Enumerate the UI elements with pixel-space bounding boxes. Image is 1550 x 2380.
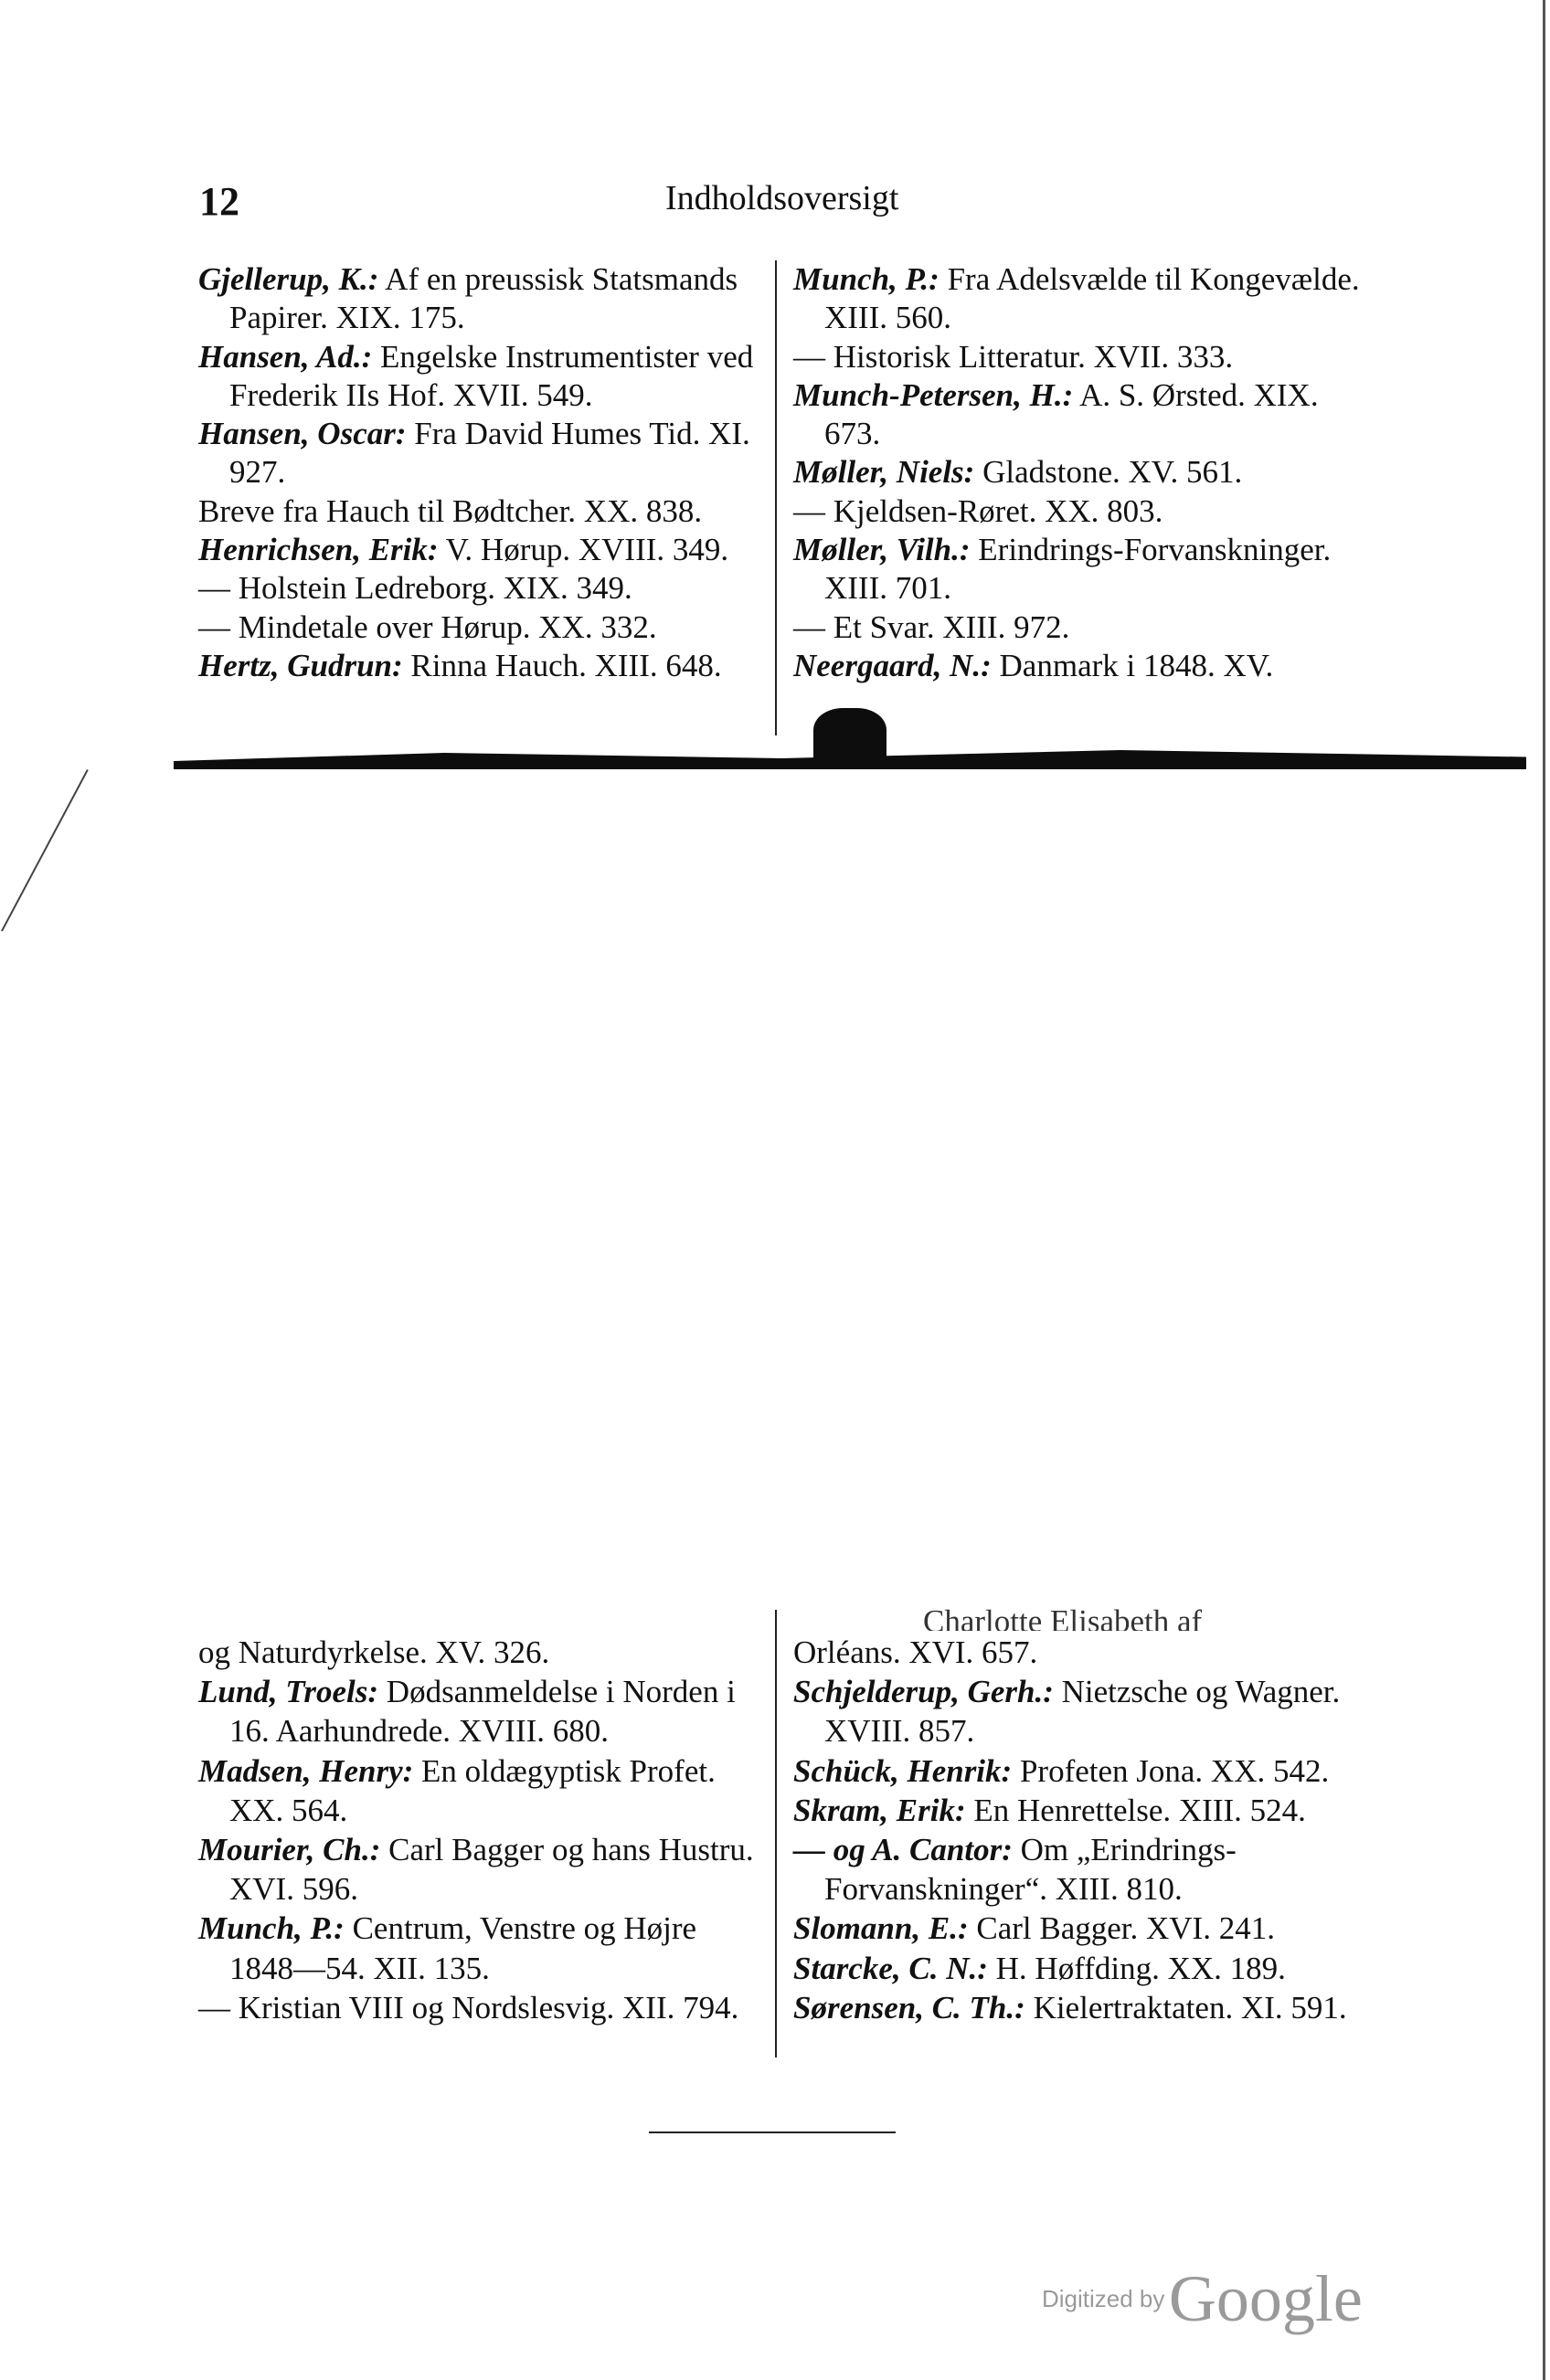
column-divider-bottom	[775, 1610, 777, 2057]
page-fold-line	[1, 769, 89, 932]
entry-text: — Historisk Litteratur. XVII. 333.	[793, 338, 1234, 375]
index-entry	[198, 260, 765, 338]
index-entry	[793, 492, 1364, 531]
index-column-right-top	[793, 260, 1364, 685]
entry-text: Fra David Humes Tid. XI. 927.	[229, 416, 750, 491]
google-logo-text: Google	[1168, 2262, 1363, 2335]
entry-author: Mourier, Ch.:	[198, 1832, 381, 1868]
index-entry	[793, 1751, 1364, 1791]
running-title: Indholdsoversigt	[665, 179, 899, 217]
ink-blot	[813, 708, 886, 763]
index-entry	[793, 608, 1364, 647]
index-entry	[198, 647, 765, 685]
entry-author: Munch, P.:	[198, 1910, 345, 1947]
entry-author: Madsen, Henry:	[198, 1752, 414, 1789]
digitized-watermark	[1042, 2261, 1363, 2337]
entry-author: Møller, Vilh.:	[793, 532, 971, 568]
index-entry	[198, 1830, 765, 1909]
entry-text: Engelske Instrumentister ved Frederik IIs Hof. XVII. 549.	[229, 338, 754, 413]
entry-author: Møller, Niels:	[793, 454, 975, 491]
entry-text: Carl Bagger og hans Hustru. XVI. 596.	[229, 1832, 754, 1908]
index-entry	[793, 1988, 1364, 2027]
entry-text: — Holstein Ledreborg. XIX. 349.	[198, 570, 632, 607]
index-entry	[793, 1830, 1364, 1909]
index-entry	[793, 1672, 1364, 1751]
index-entry	[198, 1751, 765, 1830]
entry-text: Danmark i 1848. XV.	[991, 647, 1274, 683]
entry-author: Neergaard, N.:	[793, 647, 992, 683]
entry-author: Henrichsen, Erik:	[198, 532, 439, 568]
cut-off-text: Charlotte Elisabeth af	[923, 1603, 1203, 1631]
index-entry	[198, 1909, 765, 1987]
index-entry	[793, 1633, 1364, 1672]
entry-text: V. Hørup. XVIII. 349.	[438, 532, 729, 568]
column-divider-top	[775, 260, 777, 735]
page-header	[0, 178, 1550, 224]
entry-author: Hertz, Gudrun:	[198, 647, 403, 683]
entry-author: Gjellerup, K.:	[198, 261, 379, 297]
index-entry	[793, 1791, 1364, 1830]
entry-text: — Mindetale over Hørup. XX. 332.	[198, 608, 657, 645]
end-rule	[649, 2131, 896, 2133]
entry-text: — Et Svar. XIII. 972.	[793, 608, 1070, 645]
entry-text: En Henrettelse. XIII. 524.	[965, 1792, 1306, 1828]
entry-author: Sørensen, C. Th.:	[793, 1989, 1025, 2026]
index-entry	[198, 1672, 765, 1751]
entry-author: Munch-Petersen, H.:	[793, 376, 1074, 413]
index-entry	[198, 492, 765, 531]
cut-off-line-right	[923, 1603, 1202, 1631]
index-entry	[793, 1949, 1364, 1988]
page-number: 12	[199, 179, 239, 224]
entry-text: Centrum, Venstre og Højre 1848—54. XII. 135.	[229, 1910, 697, 1986]
index-entry	[198, 1988, 765, 2027]
index-entry	[793, 1909, 1364, 1948]
entry-author: Skram, Erik:	[793, 1792, 966, 1828]
watermark-small-text: Digitized by	[1042, 2285, 1165, 2312]
entry-author: Schück, Henrik:	[793, 1752, 1013, 1789]
entry-text: og Naturdyrkelse. XV. 326.	[198, 1634, 550, 1670]
entry-text: Gladstone. XV. 561.	[974, 454, 1243, 491]
entry-text: H. Høffding. XX. 189.	[987, 1950, 1286, 1986]
index-entry	[198, 1633, 765, 1672]
entry-text: — Kristian VIII og Nordslesvig. XII. 794.	[198, 1989, 739, 2026]
index-entry	[793, 260, 1364, 338]
entry-author: Lund, Troels:	[198, 1674, 379, 1710]
entry-text: Profeten Jona. XX. 542.	[1012, 1752, 1330, 1789]
entry-text: Af en preussisk Statsmands Papirer. XIX. 175.	[229, 261, 738, 336]
index-column-right-bottom	[793, 1633, 1364, 2027]
entry-author: Munch, P.:	[793, 261, 940, 297]
entry-author: Hansen, Ad.:	[198, 338, 373, 375]
index-column-left-top	[198, 260, 765, 685]
index-column-left-bottom	[198, 1633, 765, 2027]
index-entry	[198, 608, 765, 647]
entry-text: Erindrings-Forvanskninger. XIII. 701.	[824, 532, 1332, 607]
index-entry	[198, 569, 765, 608]
entry-author: Starcke, C. N.:	[793, 1950, 988, 1986]
index-entry	[198, 531, 765, 569]
index-entry	[793, 338, 1364, 376]
entry-text: Nietzsche og Wagner. XVIII. 857.	[824, 1674, 1341, 1750]
page-edge-line	[1543, 0, 1545, 2380]
index-entry	[793, 453, 1364, 492]
entry-text: Dødsanmeldelse i Norden i 16. Aarhundrede. XVIII. 680.	[229, 1674, 736, 1750]
index-entry	[198, 338, 765, 416]
entry-text: Orléans. XVI. 657.	[793, 1634, 1038, 1670]
entry-text: — Kjeldsen-Røret. XX. 803.	[793, 492, 1163, 529]
index-entry	[793, 376, 1364, 454]
entry-text: Fra Adelsvælde til Kongevælde. XIII. 560.	[824, 261, 1360, 336]
entry-text: Rinna Hauch. XIII. 648.	[402, 647, 722, 683]
index-entry	[198, 415, 765, 492]
entry-author: Slomann, E.:	[793, 1910, 969, 1947]
entry-text: En oldægyptisk Profet. XX. 564.	[229, 1752, 716, 1828]
entry-text: Breve fra Hauch til Bødtcher. XX. 838.	[198, 492, 703, 529]
entry-author: Hansen, Oscar:	[198, 416, 407, 452]
entry-author: Schjelderup, Gerh.:	[793, 1674, 1054, 1710]
entry-text: Kielertraktaten. XI. 591.	[1024, 1989, 1347, 2026]
entry-text: Carl Bagger. XVI. 241.	[968, 1910, 1275, 1947]
entry-text: A. S. Ørsted. XIX. 673.	[824, 376, 1319, 452]
entry-author: — og A. Cantor:	[793, 1832, 1013, 1868]
entry-text: Om „Erindrings-Forvanskninger“. XIII. 810.	[824, 1832, 1237, 1908]
index-entry	[793, 531, 1364, 608]
index-entry	[793, 647, 1364, 685]
